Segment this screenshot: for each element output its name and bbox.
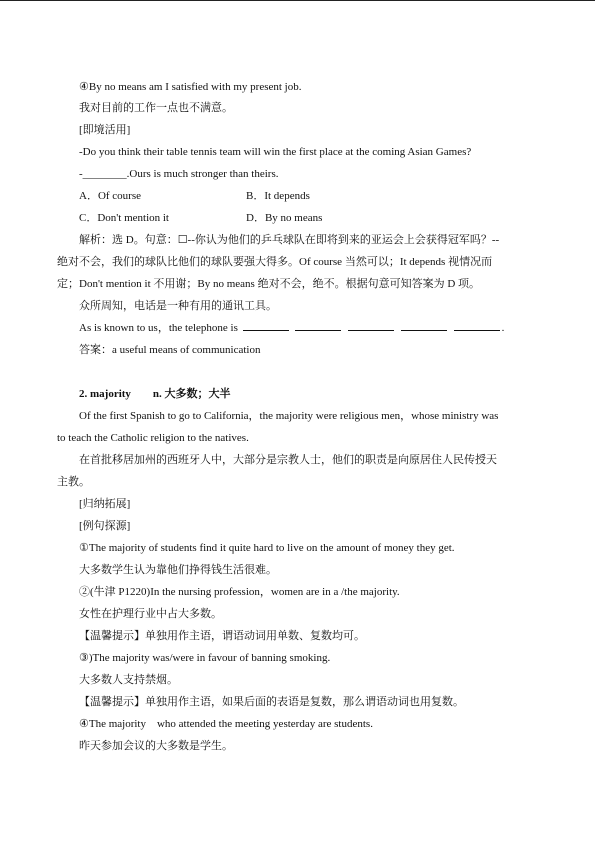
example-3-english: ③)The majority was/were in favour of banning smoking.	[79, 652, 331, 664]
translate-chinese: 众所周知，电话是一种有用的通讯工具。	[79, 300, 277, 312]
summary-heading: [归纳拓展]	[79, 498, 131, 510]
tip-2: 【温馨提示】单独用作主语，如果后面的表语是复数，那么谓语动词也用复数。	[79, 696, 464, 708]
paragraph-chinese-line-2: 主教。	[57, 476, 90, 488]
answer-blank-3	[348, 321, 394, 331]
answer-blank-2	[295, 321, 341, 331]
top-rule	[0, 0, 595, 1]
example-1-english: ①The majority of students find it quite hard to live on the amount of money they get.	[79, 542, 455, 554]
example-4-english: ④By no means am I satisfied with my present job.	[79, 81, 302, 93]
option-b: B．It depends	[246, 190, 310, 202]
translate-english: As is known to us，the telephone is .	[79, 322, 505, 334]
example-1-chinese: 大多数学生认为靠他们挣得钱生活很难。	[79, 564, 277, 576]
option-a: A．Of course	[79, 190, 142, 202]
question-line-1: -Do you think their table tennis team will win the first place at the coming Asian Games?	[79, 146, 472, 158]
option-c: C．Don't mention it	[79, 212, 169, 224]
tip-1: 【温馨提示】单独用作主语，谓语动词用单数、复数均可。	[79, 630, 365, 642]
answer-blank-5	[454, 321, 500, 331]
example-4b-chinese: 昨天参加会议的大多数是学生。	[79, 740, 233, 752]
section-heading-majority: 2. majority n. 大多数；大半	[79, 388, 231, 400]
translate-english-prefix: As is known to us，the telephone is	[79, 322, 238, 334]
practice-heading: [即境活用]	[79, 124, 131, 136]
paragraph-english-line-1: Of the first Spanish to go to California，the majority were religious men，whose ministry was	[79, 410, 499, 422]
examples-heading: [例句探源]	[79, 520, 131, 532]
example-2-english: ②(牛津 P1220)In the nursing profession，women are in a /the majority.	[79, 586, 400, 598]
example-2-chinese: 女性在护理行业中占大多数。	[79, 608, 222, 620]
explanation-line-3: 定；Don't mention it 不用谢；By no means 绝对不会，绝不。根据句意可知答案为 D 项。	[57, 278, 481, 290]
explanation-line-1: 解析：选 D。句意：☐--你认为他们的乒乓球队在即将到来的亚运会上会获得冠军吗？--	[79, 234, 500, 246]
paragraph-english-line-2: to teach the Catholic religion to the natives.	[57, 432, 249, 444]
question-line-2: -________.Ours is much stronger than theirs.	[79, 168, 279, 180]
example-3-chinese: 大多数人支持禁烟。	[79, 674, 178, 686]
answer-blank-1	[243, 321, 289, 331]
answer-blank-4	[401, 321, 447, 331]
example-4b-english: ④The majority who attended the meeting yesterday are students.	[79, 718, 373, 730]
paragraph-chinese-line-1: 在首批移居加州的西班牙人中，大部分是宗教人士，他们的职责是向原居住人民传授天	[79, 454, 497, 466]
option-d: D．By no means	[246, 212, 323, 224]
explanation-line-2: 绝对不会，我们的球队比他们的球队要强大得多。Of course 当然可以；It depends 视情况而	[57, 256, 493, 268]
answer-line: 答案：a useful means of communication	[79, 344, 261, 356]
example-4-chinese: 我对目前的工作一点也不满意。	[79, 102, 233, 114]
